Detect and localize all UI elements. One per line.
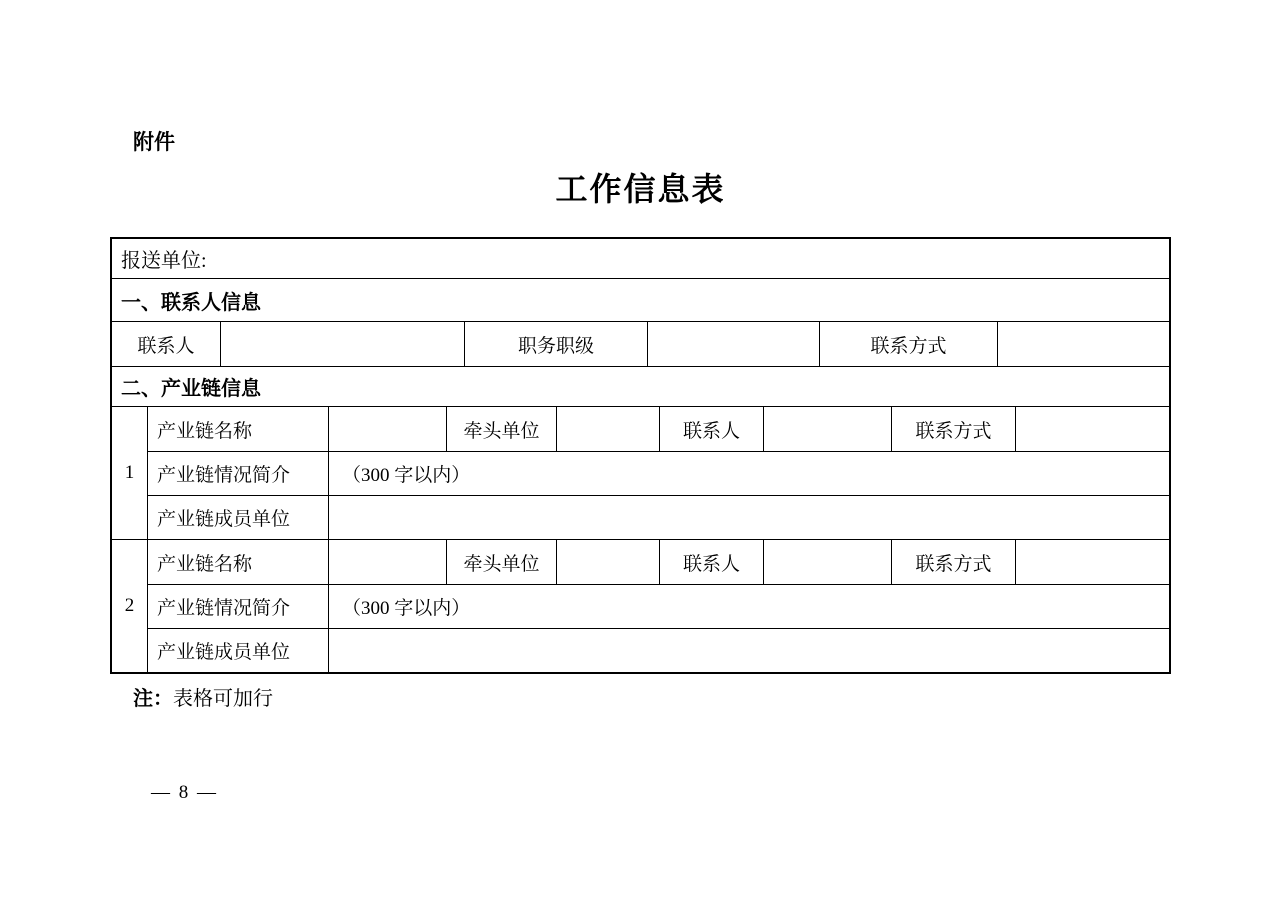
contact-row: [112, 321, 1169, 366]
chain-members-label: 产业链成员单位: [157, 642, 291, 663]
chain-brief-label: 产业链情况简介: [157, 465, 291, 486]
chain-section-2: [112, 539, 1169, 672]
contact-position-label: 职务职级: [464, 322, 647, 366]
contact-phone-label: 联系方式: [819, 322, 997, 366]
contact-name-label: 联系人: [137, 335, 195, 357]
report-unit-label: 报送单位:: [121, 250, 207, 272]
chain-phone-label: 联系方式: [891, 540, 1015, 584]
chain-lead-unit-label: 牵头单位: [446, 407, 556, 451]
note-text: 表格可加行: [173, 688, 273, 710]
chain-name-row: [148, 407, 1169, 451]
chain-members-value-cell: [328, 496, 1169, 539]
contact-name-value-cell: [220, 322, 464, 366]
chain-phone-value-cell: [1015, 540, 1169, 584]
chain-section-1-index: 1: [124, 462, 135, 483]
chain-section-1-body: [147, 407, 1169, 539]
chain-members-row: [148, 628, 1169, 672]
chain-section-2-index: 2: [124, 595, 135, 616]
chain-lead-unit-value-cell: [556, 540, 659, 584]
chain-name-label: 产业链名称: [157, 553, 253, 575]
chain-brief-value-cell: （300 字以内）: [328, 585, 1169, 628]
chain-contact-value-cell: [763, 540, 891, 584]
chain-brief-row: [148, 584, 1169, 628]
chain-name-value-cell: [328, 540, 446, 584]
contact-phone-value-cell: [997, 322, 1169, 366]
attachment-label: 附件: [133, 131, 175, 154]
chain-members-label: 产业链成员单位: [157, 509, 291, 530]
chain-lead-unit-value-cell: [556, 407, 659, 451]
chain-name-row: [148, 540, 1169, 584]
section-header-industry-chain: [112, 366, 1169, 406]
chain-brief-row: [148, 451, 1169, 495]
page-title: 工作信息表: [555, 171, 726, 207]
page-number: — 8 —: [151, 782, 218, 803]
chain-contact-label: 联系人: [659, 407, 763, 451]
chain-section-2-body: [147, 540, 1169, 672]
work-info-table: [110, 237, 1171, 674]
section2-header-label: 二、产业链信息: [121, 378, 261, 400]
chain-lead-unit-label: 牵头单位: [446, 540, 556, 584]
chain-members-value-cell: [328, 629, 1169, 672]
section-header-contact-info: [112, 278, 1169, 321]
chain-section-1: [112, 406, 1169, 539]
chain-contact-label: 联系人: [659, 540, 763, 584]
chain-brief-value-cell: （300 字以内）: [328, 452, 1169, 495]
contact-position-value-cell: [647, 322, 819, 366]
chain-phone-label: 联系方式: [891, 407, 1015, 451]
chain-members-row: [148, 495, 1169, 539]
section1-header-label: 一、联系人信息: [121, 291, 261, 314]
chain-brief-label: 产业链情况简介: [157, 598, 291, 619]
report-unit-row: [112, 239, 1169, 278]
chain-name-value-cell: [328, 407, 446, 451]
chain-phone-value-cell: [1015, 407, 1169, 451]
chain-contact-value-cell: [763, 407, 891, 451]
table-note: [133, 686, 273, 712]
note-prefix: 注：: [133, 688, 173, 710]
chain-name-label: 产业链名称: [157, 420, 253, 442]
